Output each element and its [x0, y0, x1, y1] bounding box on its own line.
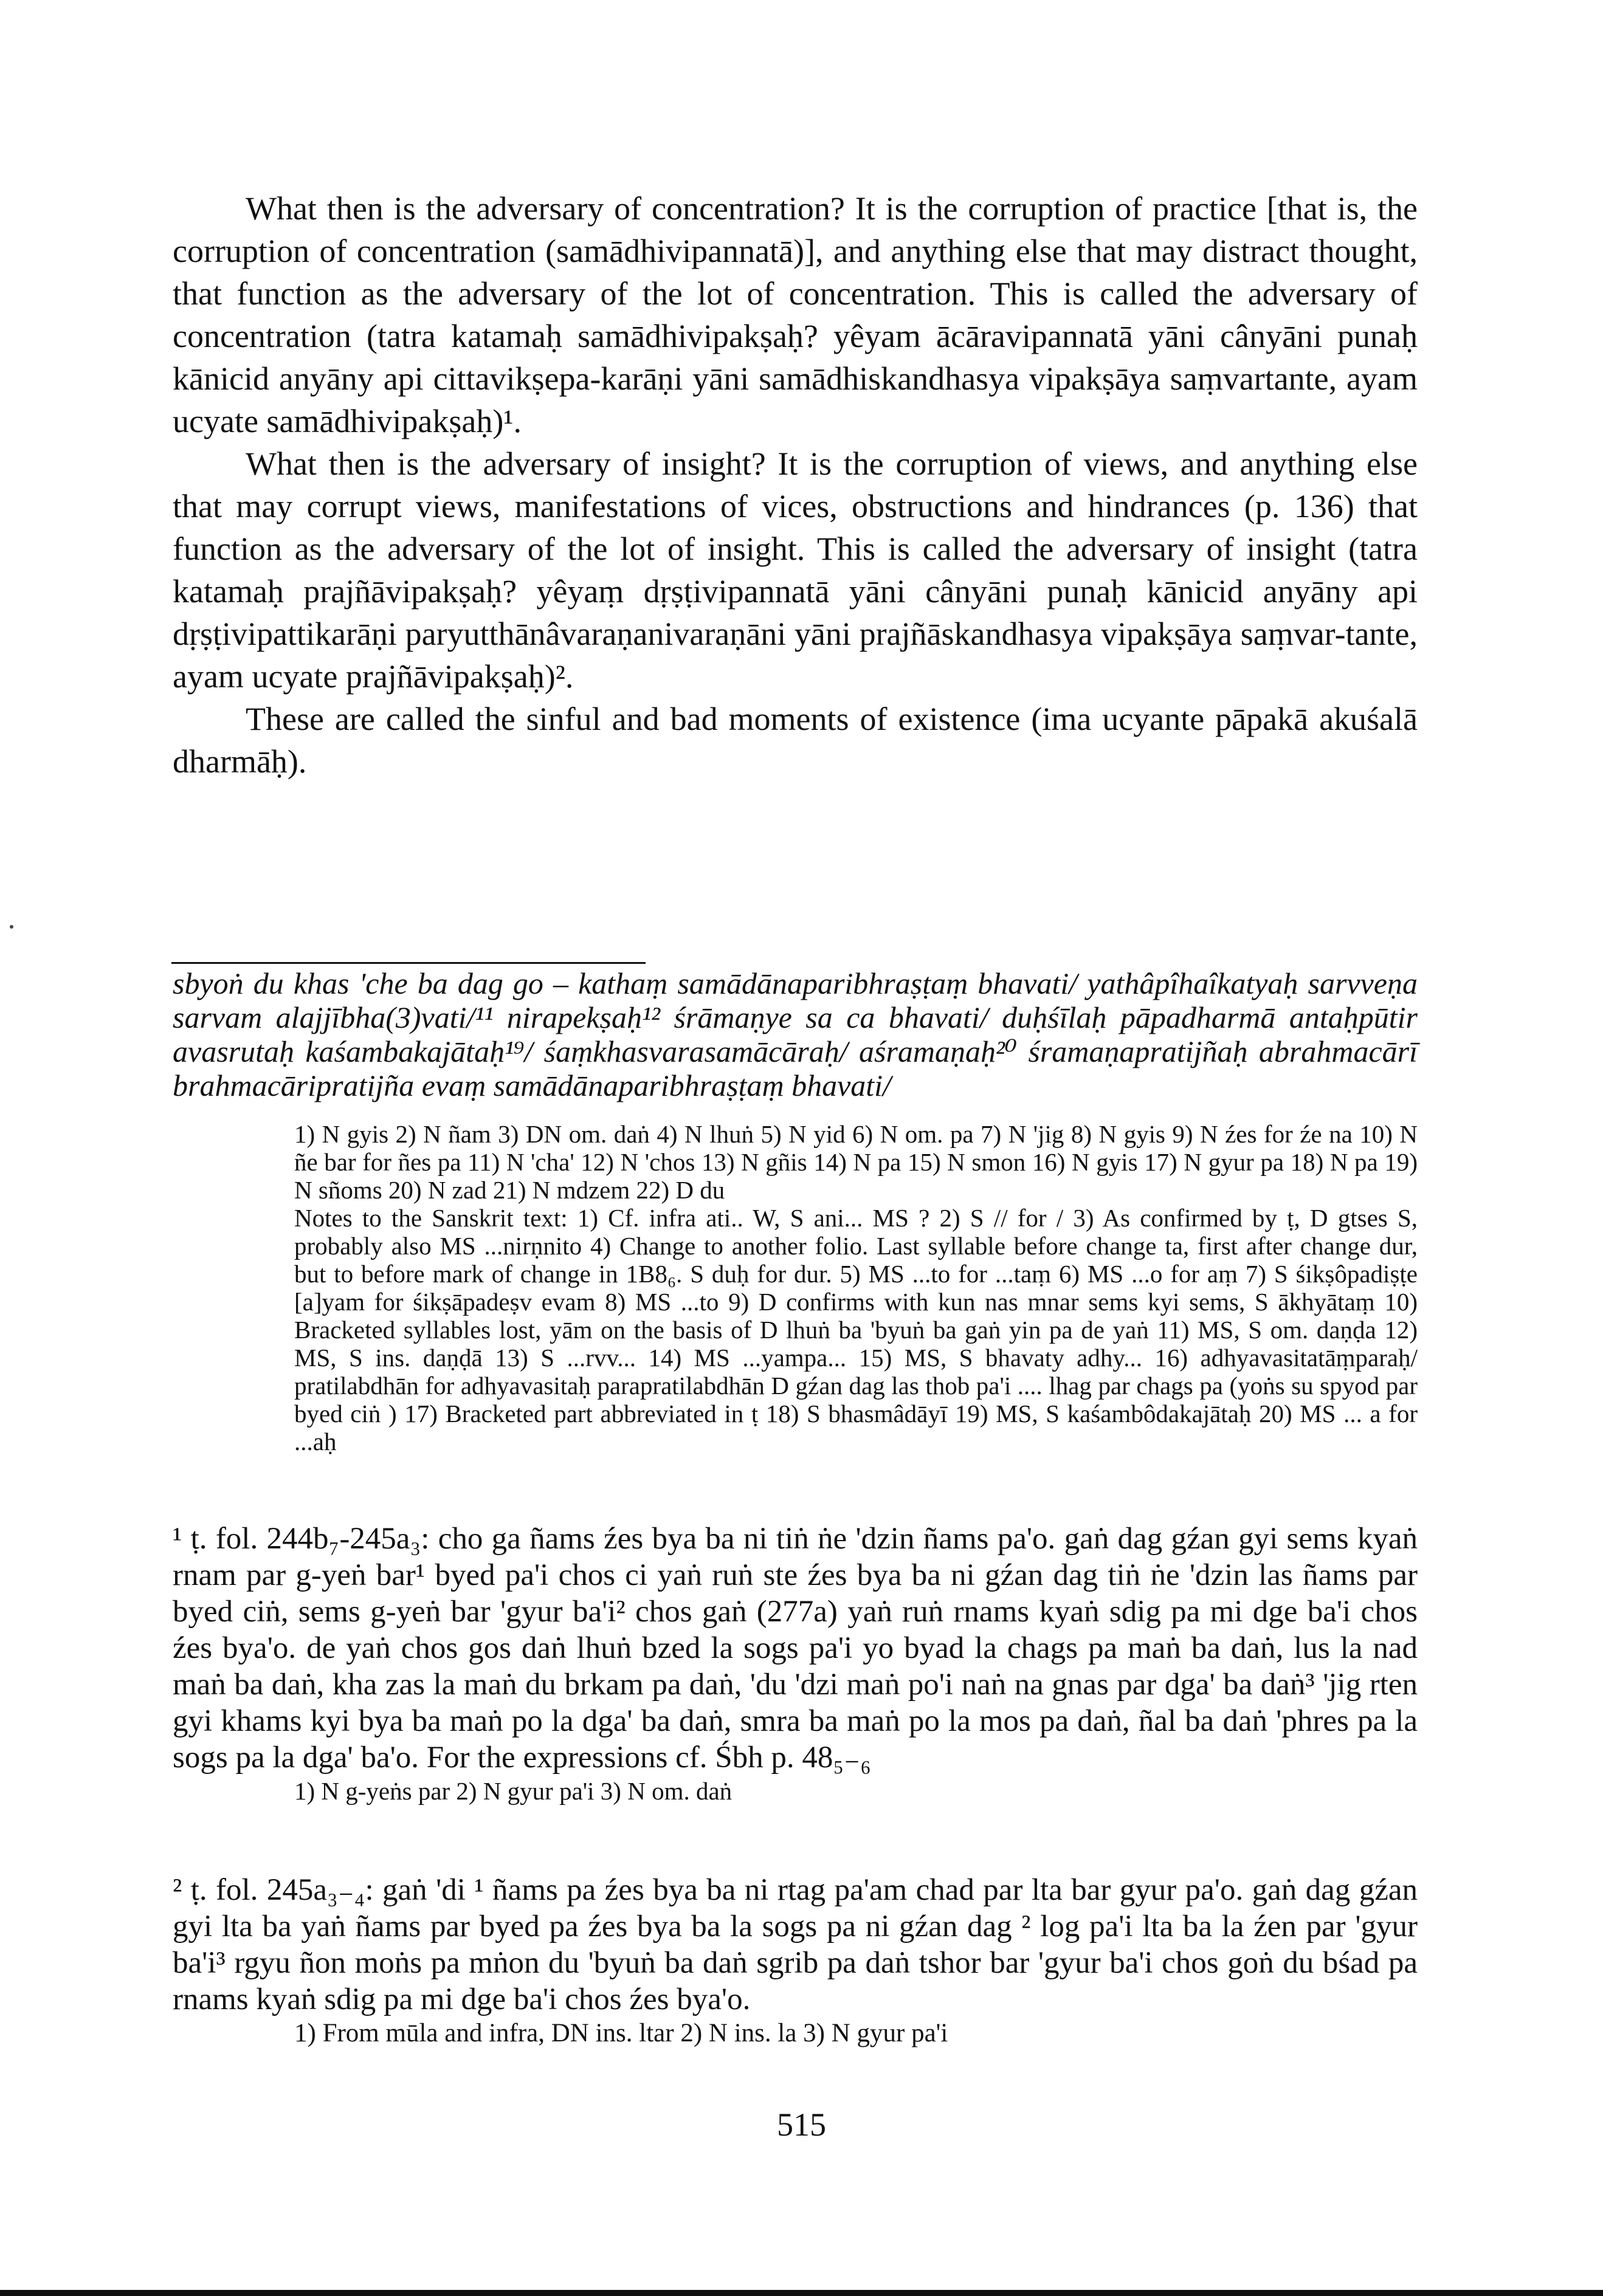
variant-readings	[173, 1120, 1418, 1456]
paragraph-concentration: What then is the adversary of concentration? It is the corruption of practice [that is, the corruption of concentration (samādhivipannatā)], and anything else that may distract thought, that function as the adversary of the lot of concentration. This is called the adversary of concentration (tatra katamaḥ samādhivipakṣaḥ? yêyam ācāravipannatā yāni cânyāni punaḥ kānicid anyāny api cittavikṣepa-karāṇi yāni samādhiskandhasya vipakṣāya saṃvartante, ayam ucyate samādhivipakṣaḥ)¹.	[173, 190, 1418, 439]
paragraph-sinful-moments: These are called the sinful and bad moments of existence (ima ucyante pāpakā akuśalā dharmāḥ).	[173, 701, 1418, 780]
sanskrit-variants: Notes to the Sanskrit text: 1) Cf. infra ati.. W, S ani... MS ? 2) S // for / 3) As confirmed by ṭ, D gtses S, probably also MS ...nirṇnito 4) Change to another folio. Last syllable before change ta, first after change dur, but to before mark of change in 1B8₆. S duḥ for dur. 5) MS ...to for ...taṃ 6) MS ...o for aṃ 7) S śikṣôpadiṣṭe [a]yam for śikṣāpadeṣv evam 8) MS ...to 9) D confirms with kun nas mnar sems kyi sems, S ākhyātaṃ 10) Bracketed syllables lost, yām on the basis of D lhuṅ ba 'byuṅ ba gaṅ yin pa de yaṅ 11) MS, S om. daṇḍa 12) MS, S ins. daṇḍā 13) S ...rvv... 14) MS ...yampa... 15) MS, S bhavaty adhy... 16) adhyavasitatāṃparaḥ/ pratilabdhān for adhyavasitaḥ parapratilabdhān D gźan dag las thob pa'i .... lhag par chags pa (yoṅs su spyod par byed ciṅ ) 17) Bracketed part abbreviated in ṭ 18) S bhasmâdāyī 19) MS, S kaśambôdakajātaḥ 20) MS ... a for ...aḥ	[294, 1204, 1418, 1456]
paragraph-insight: What then is the adversary of insight? It is the corruption of views, and anything else that may corrupt views, manifestations of vices, obstructions and hindrances (p. 136) that function as the adversary of the lot of insight. This is called the adversary of insight (tatra katamaḥ prajñāvipakṣaḥ? yêyaṃ dṛṣṭivipannatā yāni cânyāni punaḥ kānicid anyāny api dṛṣṭivipattikarāṇi paryutthānâvaraṇanivaraṇāni yāni prajñāskandhasya vipakṣāya saṃvar-tante, ayam ucyate prajñāvipakṣaḥ)².	[173, 445, 1418, 695]
footnote-1	[173, 1521, 1418, 1806]
tibetan-sanskrit-note	[173, 966, 1418, 1102]
footnote-separator	[171, 962, 646, 964]
scan-bottom-edge	[0, 2290, 1603, 2296]
footnote-1-variants: 1) N g-yeṅs par 2) N gyur pa'i 3) N om. daṅ	[294, 1777, 733, 1805]
footnote-2	[173, 1872, 1418, 2049]
page-number: 515	[777, 2106, 826, 2143]
footnote-2-text: ² ṭ. fol. 245a₃₋₄: gaṅ 'di ¹ ñams pa źes bya ba ni rtag pa'am chad par lta bar gyur pa'o. gaṅ dag gźan gyi lta ba yaṅ ñams par byed pa źes bya ba la sogs pa ni gźan dag ² log pa'i lta ba la źen par 'gyur ba'i³ rgyu ñon moṅs pa mṅon du 'byuṅ ba daṅ sgrib pa daṅ tshor bar 'gyur ba'i chos goṅ du bśad pa rnams kyaṅ sdig pa mi dge ba'i chos źes bya'o.	[173, 1873, 1418, 2016]
tibetan-variants: 1) N gyis 2) N ñam 3) DN om. daṅ 4) N lhuṅ 5) N yid 6) N om. pa 7) N 'jig 8) N gyis 9) N źes for źe na 10) N ñe bar for ñes pa 11) N 'cha' 12) N 'chos 13) N gñis 14) N pa 15) N smon 16) N gyis 17) N gyur pa 18) N pa 19) N sñoms 20) N zad 21) N mdzem 22) D du	[294, 1120, 1418, 1204]
sanskrit-passage: sbyoṅ du khas 'che ba dag go – kathaṃ samādānaparibhraṣṭaṃ bhavati/ yathâpîhaîkatyaḥ sarvveṇa sarvam alajjībha(3)vati/¹¹ nirapekṣaḥ¹² śrāmaṇye sa ca bhavati/ duḥśīlaḥ pāpadharmā antaḥpūtir avasrutaḥ kaśambakajātaḥ¹⁹/ śaṃkhasvarasamācāraḥ/ aśramaṇaḥ²⁰ śramaṇapratijñaḥ abrahmacārī brahmacāripratijña evaṃ samādānaparibhraṣṭaṃ bhavati/	[173, 966, 1418, 1102]
main-text	[173, 187, 1418, 783]
footnote-2-variants: 1) From mūla and infra, DN ins. ltar 2) N ins. la 3) N gyur pa'i	[294, 2019, 948, 2047]
scan-speck	[10, 925, 13, 929]
footnote-1-text: ¹ ṭ. fol. 244b₇-245a₃: cho ga ñams źes bya ba ni tiṅ ṅe 'dzin ñams pa'o. gaṅ dag gźan gyi sems kyaṅ rnam par g-yeṅ bar¹ byed pa'i chos ci yaṅ ruṅ ste źes bya ba ni gźan dag tiṅ ṅe 'dzin las ñams par byed ciṅ, sems g-yeṅ bar 'gyur ba'i² chos gaṅ (277a) yaṅ ruṅ rnams kyaṅ sdig pa mi dge ba'i chos źes bya'o. de yaṅ chos gos daṅ lhuṅ bzed la sogs pa'i yo byad la chags pa maṅ ba daṅ, lus la nad maṅ ba daṅ, kha zas la maṅ du brkam pa daṅ, 'du 'dzi maṅ po'i naṅ na gnas par dga' ba daṅ³ 'jig rten gyi khams kyi bya ba maṅ po la dga' ba daṅ, smra ba maṅ po la mos pa daṅ, ñal ba daṅ 'phres pa la sogs pa la dga' ba'o. For the expressions cf. Śbh p. 48₅₋₆	[173, 1522, 1418, 1775]
